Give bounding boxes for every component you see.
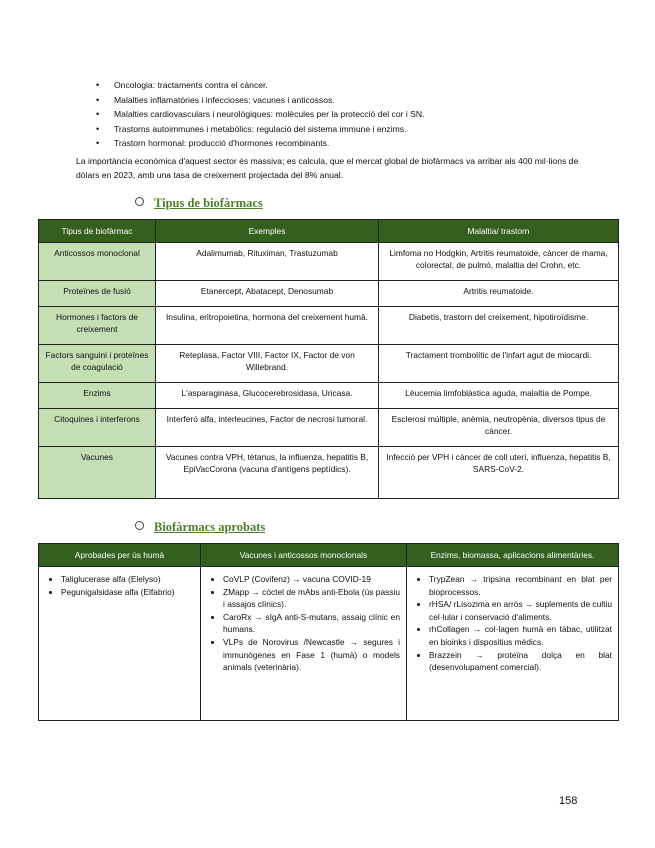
section-title-tipus bbox=[135, 196, 263, 211]
table-cell-examples: Etanercept, Abatacept, Denosumab bbox=[156, 281, 379, 307]
table-row bbox=[39, 383, 619, 409]
table-cell-type: Proteïnes de fusió bbox=[39, 281, 156, 307]
list-item: • rHSA/ rLisozima en arròs → suplements de cultiu cel·lular i conservació d'aliments. bbox=[429, 598, 612, 623]
circle-bullet-icon bbox=[135, 521, 144, 530]
table-cell-examples: L'asparaginasa, Glucocerebrosidasa, Uricasa. bbox=[156, 383, 379, 409]
column-header: Aprobades per ús humà bbox=[39, 544, 201, 567]
section-title-text: Biofàrmacs aprobats bbox=[154, 520, 266, 534]
list-item: • Pegunigalsidase alfa (Elfabrio) bbox=[61, 586, 194, 599]
list-item: • Brazzein → proteïna dolça en blat (desenvolupament comercial). bbox=[429, 649, 612, 674]
table-row bbox=[39, 567, 619, 721]
table-cell-examples: Interferó alfa, interleucines, Factor de necrosi tumoral. bbox=[156, 409, 379, 447]
bullet-item: • Oncologia: tractaments contra el càncer. bbox=[96, 78, 424, 93]
table-cell-disease: Infecció per VPH i càncer de coll uterí, influenza, hepatitis B, SARS-CoV-2. bbox=[379, 447, 619, 499]
table-cell-type: Factors sanguini i proteïnes de coagulació bbox=[39, 345, 156, 383]
table-cell-type: Enzims bbox=[39, 383, 156, 409]
table-row bbox=[39, 307, 619, 345]
column-header: Vacunes i anticossos monoclonals bbox=[201, 544, 407, 567]
intro-paragraph: La importància econòmica d'aquest sector és massiva; es calcula, que el mercat global de biofàrmacs va arribar als 400 mil·lions de dòlars en 2023, amb una tasa de creixement projectada del 8% anual. bbox=[76, 156, 579, 180]
list-item: • rhCollagen → col·lagen humà en tàbac, utilitzat en bioinks i dispositius mèdics. bbox=[429, 623, 612, 648]
table-header-row bbox=[39, 220, 619, 243]
biopharma-types-table bbox=[38, 219, 619, 499]
table-cell-human-use bbox=[39, 567, 201, 721]
table-cell-type: Vacunes bbox=[39, 447, 156, 499]
list-item: • CoVLP (Covifenz) → vacuna COVID-19 bbox=[223, 573, 400, 586]
section-title-text: Tipus de biofàrmacs bbox=[154, 196, 263, 210]
table-cell-examples: Vacunes contra VPH, tètanus, la influenza, hepatitis B, EpiVacCorona (vacuna d'antígens peptídics). bbox=[156, 447, 379, 499]
table-row bbox=[39, 447, 619, 499]
list-item: • VLPs de Norovirus /Newcastle → segures i immunògenes en Fase 1 (humà) o models animals (veterinària). bbox=[223, 636, 400, 674]
table-cell-disease: Limfoma no Hodgkin, Artritis reumatoide, càncer de mama, colorectal, de pulmó, malaltia del Crohn, etc. bbox=[379, 243, 619, 281]
table-row bbox=[39, 243, 619, 281]
table-cell-disease: Esclerosi múltiple, anèmia, neutropènia, diversos tipus de càncer. bbox=[379, 409, 619, 447]
bullet-item: • Trastorns autoimmunes i metabòlics: regulació del sistema immune i enzims. bbox=[96, 122, 424, 137]
table-row bbox=[39, 345, 619, 383]
table-cell-type: Citoquines i interferons bbox=[39, 409, 156, 447]
section-title-aprobats bbox=[135, 520, 265, 535]
table-cell-type: Hormones i factors de creixement bbox=[39, 307, 156, 345]
list-item: • CaroRx → sIgA anti-S-mutans, assaig clínic en humans. bbox=[223, 611, 400, 636]
intro-bullet-list bbox=[96, 78, 424, 151]
list-item: • TrypZean → tripsina recombinant en blat per bioprocessos. bbox=[429, 573, 612, 598]
table-row bbox=[39, 281, 619, 307]
table-cell-disease: Diabetis, trastorn del creixement, hipotiroïdisme. bbox=[379, 307, 619, 345]
table-cell-vaccines bbox=[201, 567, 407, 721]
column-header: Exemples bbox=[156, 220, 379, 243]
approved-biopharma-table bbox=[38, 543, 619, 721]
circle-bullet-icon bbox=[135, 197, 144, 206]
table-header-row bbox=[39, 544, 619, 567]
page-number: 158 bbox=[559, 795, 578, 807]
table-cell-disease: Lèucemia limfoblàstica aguda, malaltia de Pompe. bbox=[379, 383, 619, 409]
bullet-item: • Trastorn hormonal: producció d'hormones recombinants. bbox=[96, 136, 424, 151]
bullet-item: • Malalties inflamatòries i infeccioses: vacunes i anticossos. bbox=[96, 93, 424, 108]
list-item: • Taliglucerase alfa (Elelyso) bbox=[61, 573, 194, 586]
list-item: • ZMapp → còctel de mAbs anti-Ebola (ús passiu i assajos clínics). bbox=[223, 586, 400, 611]
table-cell-examples: Insulina, eritropoietina, hormona del creixement humà. bbox=[156, 307, 379, 345]
table-cell-type: Anticossos monoclonal bbox=[39, 243, 156, 281]
table-cell-examples: Reteplasa, Factor VIII, Factor IX, Factor de von Willebrand. bbox=[156, 345, 379, 383]
column-header: Tipus de biofàrmac bbox=[39, 220, 156, 243]
table-cell-enzymes bbox=[407, 567, 619, 721]
table-cell-disease: Tractament trombolític de l'infart agut de miocardi. bbox=[379, 345, 619, 383]
column-header: Malaltia/ trastorn bbox=[379, 220, 619, 243]
table-cell-disease: Artritis reumatoide. bbox=[379, 281, 619, 307]
bullet-item: • Malalties cardiovasculars i neurològiques: molècules per la protecció del cor i SN. bbox=[96, 107, 424, 122]
table-cell-examples: Adalimumab, Rituximan, Trastuzumab bbox=[156, 243, 379, 281]
column-header: Enzims, biomassa, aplicacions alimentàries. bbox=[407, 544, 619, 567]
table-row bbox=[39, 409, 619, 447]
